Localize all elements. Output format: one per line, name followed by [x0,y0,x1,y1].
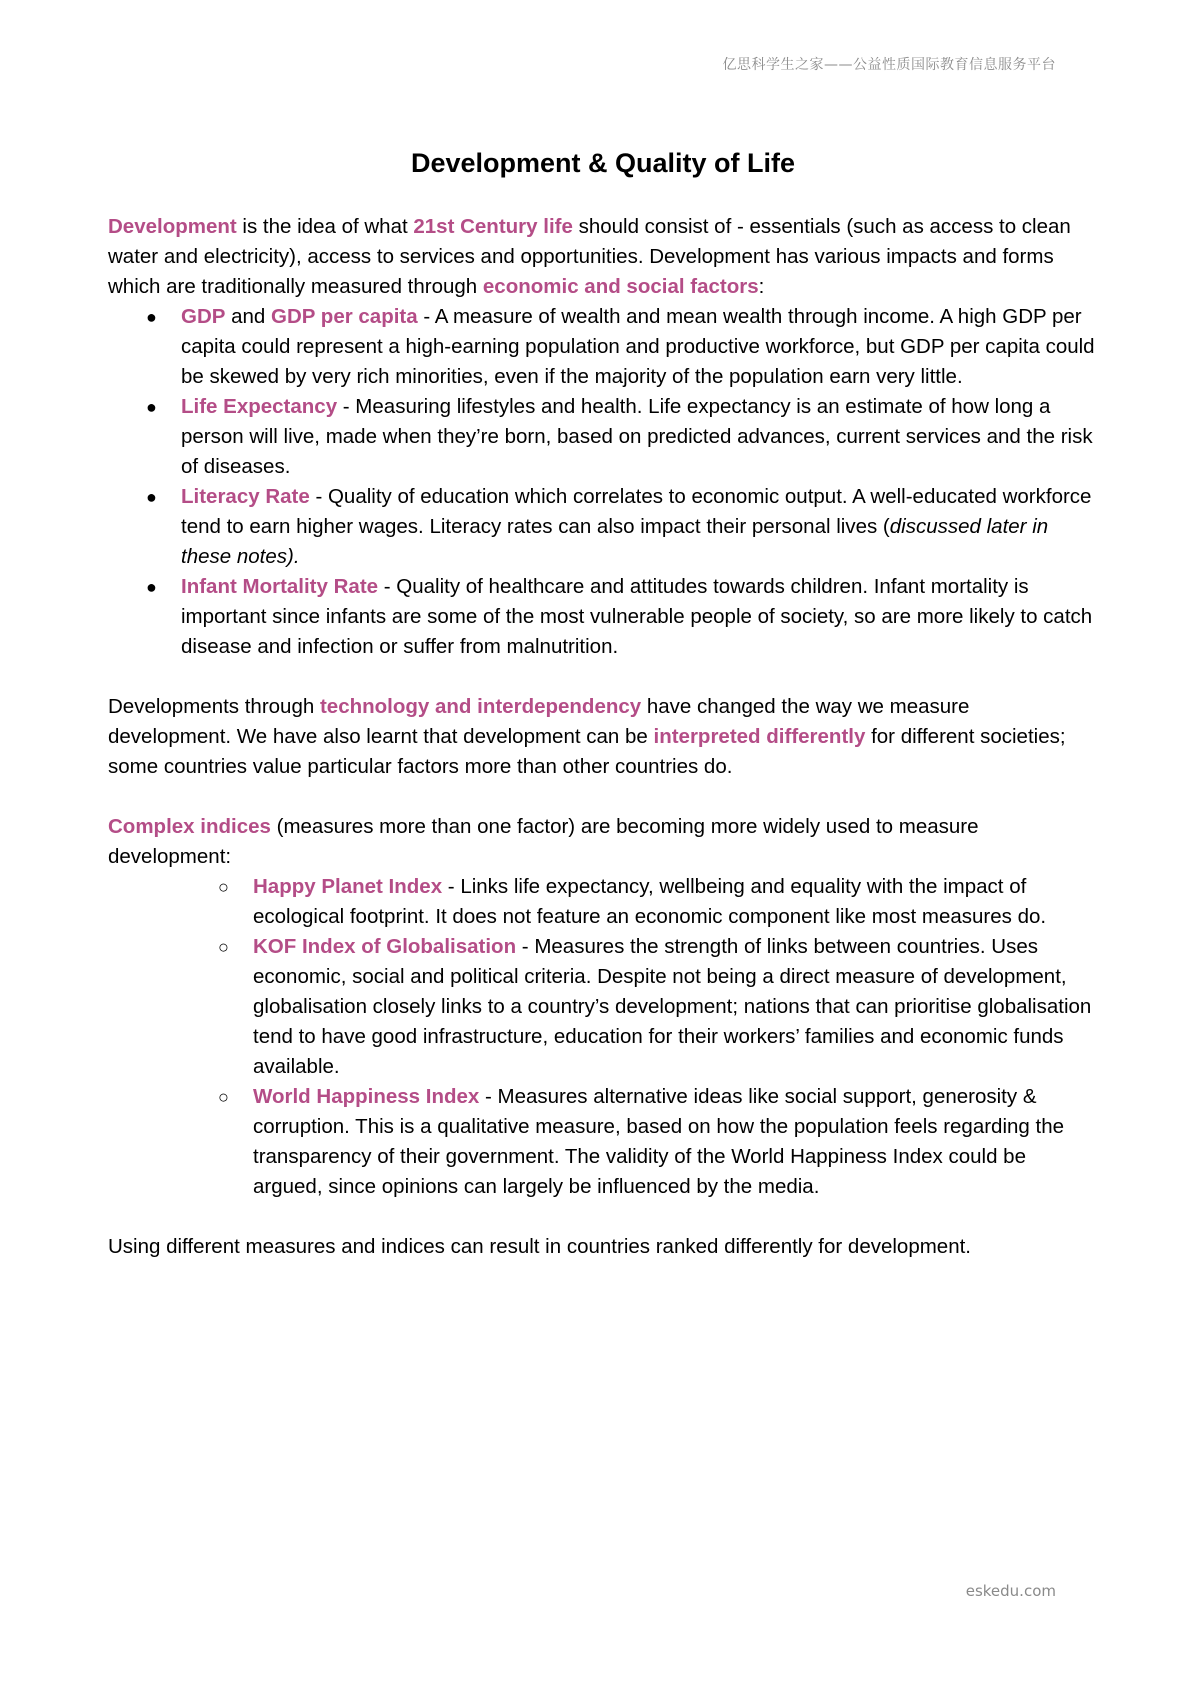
bullet-icon: ● [146,487,157,507]
list-item-text: - Links life expectancy, wellbeing and equality with the impact of ecological footprint. It does not feature an economic component like most measures do. [253,875,1047,928]
paragraph-text: have changed the way we measure development. We have also learnt that development can be [108,695,970,748]
intro-text-1: is the idea of what [236,215,414,238]
list-item-gdp [108,302,1098,392]
list-item-text: and [225,305,272,328]
list-item-world-happiness-index [108,1082,1098,1202]
indices-list [108,872,1098,1202]
closing-paragraph: Using different measures and indices can result in countries ranked differently for development. [108,1235,971,1258]
intro-text-2: should consist of - essentials (such as access to clean water and electricity), access to services and opportunities. Development has various impacts and forms which are traditionally measured through [108,215,1071,298]
list-item-text: - Measures alternative ideas like social support, generosity & corruption. This is a qualitative measure, based on how the population feels regarding the transparency of their government. The validity of the World Happiness Index could be argued, since opinions can largely be influenced by the media. [253,1085,1065,1198]
term-complex-indices: Complex indices [108,815,271,838]
term-development: Development [108,215,237,238]
term-gdp: GDP [181,305,226,328]
list-item-text: - A measure of wealth and mean wealth through income. A high GDP per capita could represent a high-earning population and productive workforce, but GDP per capita could be skewed by very rich minorities, even if the majority of the population earn very little. [181,305,1095,388]
list-item-text: - Quality of education which correlates to economic output. A well-educated workforce tend to earn higher wages. Literacy rates can also impact their personal lives ( [181,485,1092,538]
circle-bullet-icon: ○ [218,937,229,957]
term-economic-social-factors: economic and social factors [482,275,759,298]
list-item-text: - Quality of healthcare and attitudes towards children. Infant mortality is important since infants are some of the most vulnerable people of society, so are more likely to catch disease and infection or suffer from malnutrition. [181,575,1093,658]
header-note: 亿思科学生之家——公益性质国际教育信息服务平台 [722,57,1056,73]
paragraph-text: for different societies; some countries value particular factors more than other countries do. [108,725,1066,778]
page-title: Development & Quality of Life [410,148,796,178]
list-item-literacy-rate [108,482,1098,572]
term-21st-century-life: 21st Century life [413,215,573,238]
measures-list [108,302,1098,662]
term-literacy-rate: Literacy Rate [181,485,310,508]
circle-bullet-icon: ○ [218,1087,229,1107]
list-item-text: - Measuring lifestyles and health. Life expectancy is an estimate of how long a person will live, made when they’re born, based on predicted advances, current services and the risk of diseases. [181,395,1093,478]
list-item-infant-mortality [108,572,1098,662]
paragraph-text: (measures more than one factor) are becoming more widely used to measure development: [108,815,979,868]
bullet-icon: ● [146,577,157,597]
list-item-life-expectancy [108,392,1098,482]
term-infant-mortality-rate: Infant Mortality Rate [181,575,379,598]
list-item-text: - Measures the strength of links between countries. Uses economic, social and political criteria. Despite not being a direct measure of development, globalisation closely links to a country’s development; nations that can prioritise globalisation tend to have good infrastructure, education for their workers’ families and economic funds available. [253,935,1092,1078]
technology-paragraph [108,692,1098,782]
list-item-kof-index [108,932,1098,1082]
bullet-icon: ● [146,397,157,417]
intro-paragraph [108,212,1098,302]
complex-indices-paragraph [108,812,1098,872]
intro-text-3: : [758,275,765,298]
bullet-icon: ● [146,307,157,327]
term-world-happiness-index: World Happiness Index [253,1085,480,1108]
term-happy-planet-index: Happy Planet Index [253,875,443,898]
term-technology-interdependency: technology and interdependency [319,695,642,718]
paragraph-text: Developments through [108,695,320,718]
circle-bullet-icon: ○ [218,877,229,897]
term-kof-index: KOF Index of Globalisation [253,935,517,958]
list-item-italic-text: discussed later in these notes). [181,515,1049,568]
footer-note: eskedu.com [965,1582,1056,1600]
term-life-expectancy: Life Expectancy [181,395,338,418]
document-body [108,140,1098,1262]
term-interpreted-differently: interpreted differently [653,725,866,748]
list-item-happy-planet-index [108,872,1098,932]
term-gdp-per-capita: GDP per capita [271,305,418,328]
